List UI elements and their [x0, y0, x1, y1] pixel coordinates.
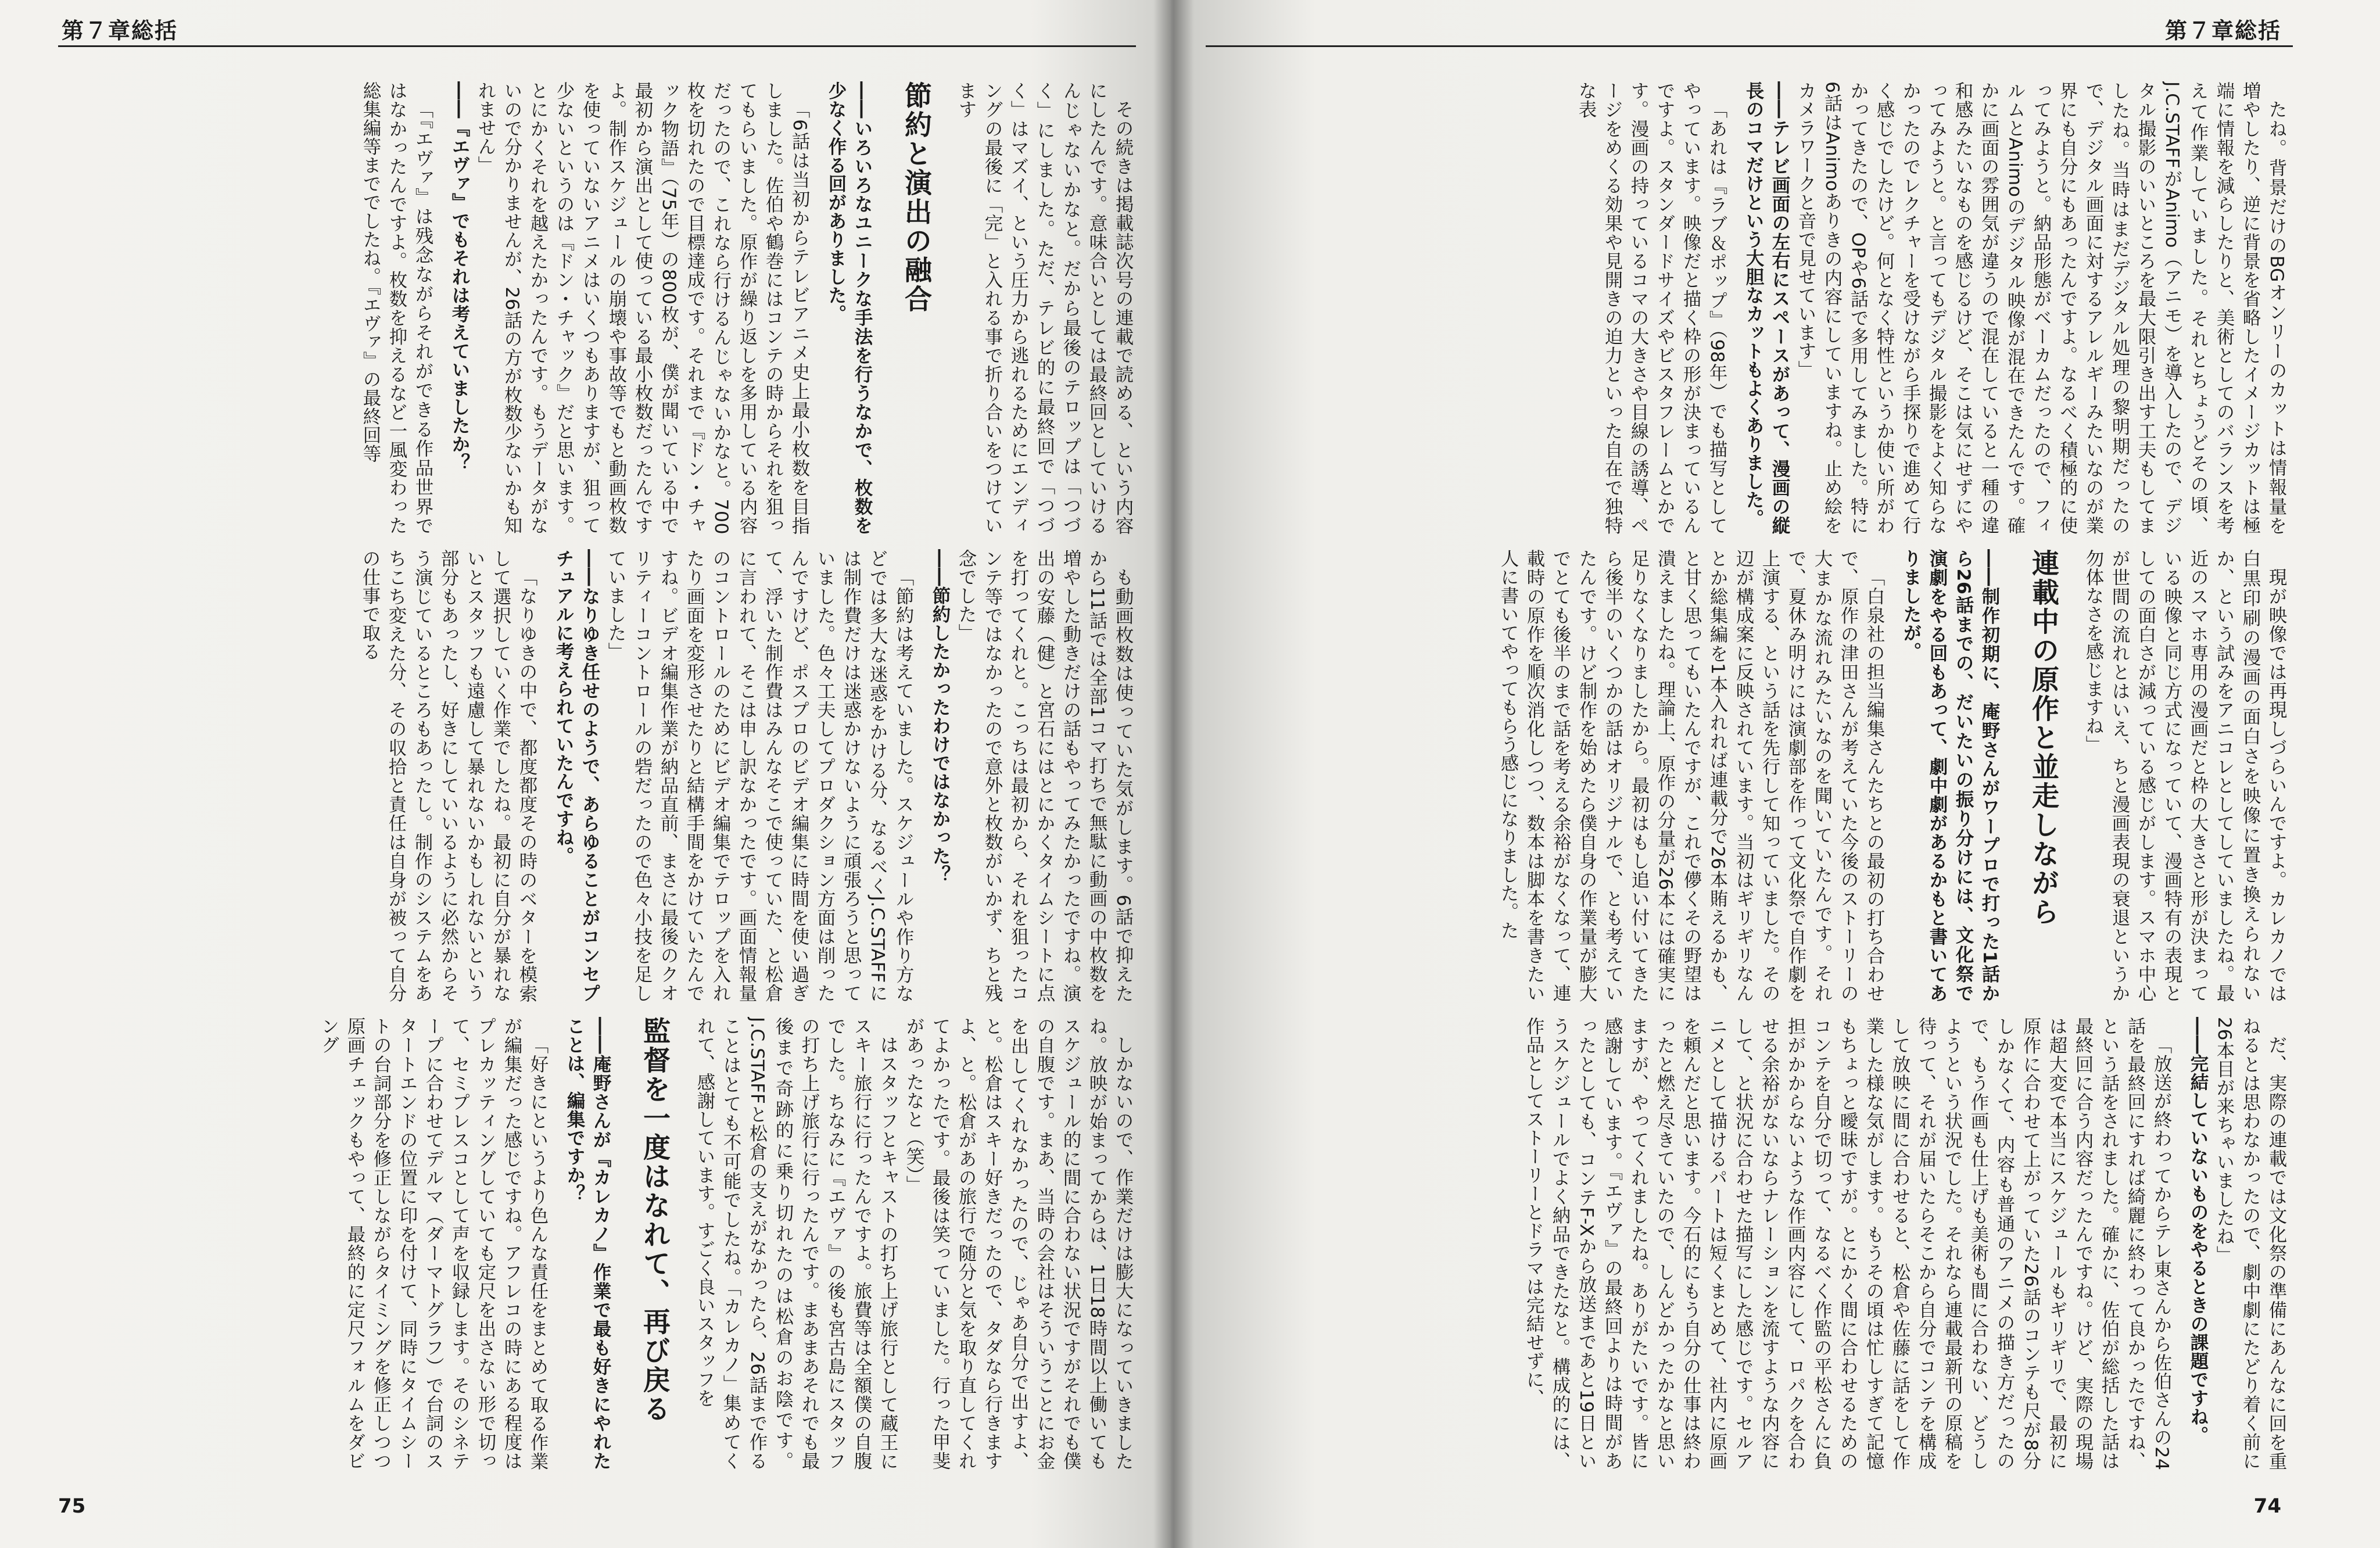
- interview-paragraph: 「『エヴァ』は残念ながらそれができる作品世界ではなかったんですよ。枚数を抑えるなど一風変わった総集編等まででしたね。『エヴァ』の最終回等: [360, 81, 433, 535]
- interview-question: ―― いろいろなユニークな手法を行うなかで、枚数を少なく作る回がありました。: [823, 81, 875, 535]
- interview-paragraph: 「6話は当初からテレビアニメ史上最小枚数を目指しました。佐伯や鶴巻にはコンテの時からそれを狙ってもらいました。原作が繰り返しを多用している内容だったので、これなら行けるんじゃないかなと。700枚を切れたので目標達成です。それまで『ドン・チャック物語』（75年）の800枚が、僕が聞いている中で最初から演出として使っている最小枚数だったんですよ。制作スケジュールの崩壊や事故等でもと動画枚数を使っていないアニメはいくつもありますが、狙って少ないというのは『ドン・チャック』だと思います。とにかくそれを越えたかったんです。もうデータがないので分かりませんが、26話の方が枚数少ないかも知れません」: [475, 81, 810, 535]
- section-heading: 連載中の原作と並走しながら: [2027, 549, 2059, 927]
- interview-question: ―― 節約したかったわけではなかった？: [927, 549, 953, 1002]
- interview-paragraph: 「あれは『ラブ＆ポップ』（98年）でも描写としてやっています。映像だと描く枠の形が決まっているんですよ。スタンダードサイズやビスタフレームとかです。漫画の持っているコマの大きさや目線の誘導、ページをめくる効果や見開きの迫力といった自在で独特な表: [1576, 81, 1727, 535]
- chapter-title-left: 第７章総括: [62, 17, 178, 44]
- interview-question: ―― 制作初期に、庵野さんがワープロで打った1話から26話までの、だいたいの振り分けには、文化祭で演劇をやる回もあって、劇中劇があるかもと書いてありましたが。: [1898, 549, 2002, 1002]
- page-number-left: 75: [58, 1495, 86, 1518]
- book-gutter-shadow: [1153, 0, 1194, 1548]
- interview-paragraph: 「好きにというより色んな責任をまとめて取る作業が編集だった感じですね。アフレコの時にある程度はプレカッティングしていても定尺を出さない形で切って、セミプレスコとして声を収録します。そのシネテープに合わせてデルマ（ダーマトグラフ）で台詞のスタートエンドの位置に印を付けて、同時にタイムシートの台詞部分を修正しながらタイミングを修正しつつ原画チェックもやって、最終的に定尺フォルムをダビング: [318, 1017, 549, 1470]
- section-heading: 節約と演出の融合: [900, 81, 932, 314]
- interview-question: ―― 『エヴァ』でもそれは考えていましたか？: [446, 81, 472, 535]
- interview-paragraph: も動画枚数は使っていた気がします。6話で抑えたから11話では全部1コマ打ちで無駄に動画の中枚数を増やした動きだけの話もやってみたかったですね。演出の安藤（健）と宮石にはとにかくタイムシートに点を打ってくれと。こっちは最初から、それを狙ったコンテ等ではなかったので意外と枚数がいかず、ちと残念でした」: [956, 549, 1134, 1002]
- left-tier-1: [58, 81, 1136, 535]
- interview-question: ―― なりゆき任せのようで、あらゆることがコンセプチュアルに考えられていたんですね。: [550, 549, 603, 1002]
- interview-paragraph: 現が映像では再現しづらいんですよ。カレカノでは白黒印刷の漫画の面白さを映像に置き換えられないか、という試みをアニコレとしてしていましたね。最近のスマホ専用の漫画だと枠の大きさと形が決まっている映像と同じ方式になっていて、漫画特有の表現としての面白さが減っている感じがします。スマホ中心が世間の流れとはいえ、ちと漫画表現の衰退というか勿体なさを感じますね」: [2083, 549, 2287, 1002]
- chapter-title-right: 第７章総括: [2164, 17, 2281, 44]
- left-tier-3: [58, 1017, 1136, 1470]
- interview-paragraph: 「白泉社の担当編集さんたちとの最初の打ち合わせで、原作の津田さんが考えていた今後のストーリーの大まかな流れみたいなのを聞いていたんです。それで、夏休み明けには演劇部を作って文化祭で自作劇を上演する、という話を先行して知っていました。その辺が構成案に反映されています。当初はギリギリなんとか総集編を1本入れれば連載分で26本賄えるかも、と甘く思ってもいたんですが、これで儚くその野望は潰えましたね。理論上、原作の分量が26本には確実に足りなくなりましたから。最初はもし追い付いてきたら後半のいくつかの話はオリジナルで、とも考えていたんです。けど制作を始めたら僕自身の作業量が膨大でとても後半のまで話を考える余裕がなくなって、連載時の原作を順次消化しつつ、数本は脚本を書きたい人に書いてやってもらう感じになりました。た: [1498, 549, 1885, 1002]
- header-rule-right: [1206, 45, 2293, 47]
- header-rule-left: [58, 45, 1136, 47]
- left-tier-2: [58, 549, 1136, 1002]
- interview-paragraph: はスタッフとキャストの打ち上げ旅行として蔵王にスキー旅行に行ったんですよ。旅費等は全額僕の自腹でした。ちなみに『エヴァ』の後も宮古島にスタッフの打ち上げ旅行に行ったんです。まあまあそれでも最後まで奇跡的に乗り切れたのは松倉のお陰です。J.C.STAFFと松倉の支えがなかったら、26話まで作ることはとても不可能でしたね。「カレカノ」集めてくれて、感謝しています。すごく良いスタッフを: [694, 1017, 898, 1470]
- right-tier-2: [1214, 549, 2289, 1002]
- right-tier-1: [1214, 81, 2289, 535]
- interview-paragraph: しかないので、作業だけは膨大になっていきましたね。放映が始まってからは、1日18時間以上働いてもスケジュール的に間に合わない状況ですがそれでも僕の自腹です。まあ、当時の会社はそういうことにお金を出してくれなかったので、じゃあ自分で出すよ、と。松倉はスキー好きだったので、タダなら行きますよ、と。松倉があの旅行で随分と気を取り直してくれてよかったです。最後は笑っていました。行った甲斐があったなと（笑）」: [904, 1017, 1134, 1470]
- interview-paragraph: 「放送が終わってからテレ東さんから佐伯さんの24話を最終回にすれば綺麗に終わって良かったですね、という話をされました。確かに、佐伯が総括した話は最終回に合う内容だったんですね。けど、実際の現場は超大変で本当にスケジュールもギリギリで、最初に原作に合わせて上がっていた26話のコンテも尺が8分しかなくて、内容も普通のアニメの描き方だったので、もう作画も仕上げも美術も間に合わない、どうしようという状況でした。それなら連載最新刊の原稿を待って、それが届いたらそこから自分でコンテを構成して放映に間に合わせると、松倉や佐藤に話をして作業した様な気がします。もうその頃は忙しすぎて記憶もちょっと曖昧ですが。とにかく間に合わせるためのコンテを自分で切って、なるべく作監の平松さんに負担がかからないような作画内容にして、ロパクを合わせる余裕がないならナレーションを流すような内容にして、と状況に合わせた描写にした感じです。セルアニメとして描けるパートは短くまとめて、社内に原画を頼んだと思います。今石的にもう自分の仕事は終わったと燃え尽きていたので、しんどかったかなと思いますが、やってくれましたね。ありがたいです。皆に感謝しています。『エヴァ』の最終回よりは時間があったとしても、コンテF-Xから放送まであと19日というスケジュールでよく納品できたなと。構成的には、作品としてストーリーとドラマは完結せずに、: [1524, 1017, 2172, 1470]
- interview-paragraph: 「なりゆきの中で、都度都度その時のベターを模索して選択していく作業でしたね。最初に自分が暴れないとスタッフも遠慮して暴れないかもしれないという部分もあったし、好きにしていいるように必然からそう演じているところもあったし。制作のシステムをあちこち変えた分、その収拾と責任は自身が被って自分の仕事で取る: [360, 549, 537, 1002]
- interview-question: ―― 完結していないものをやるときの課題ですね。: [2185, 1017, 2211, 1470]
- interview-question: ―― テレビ画面の左右にスペースがあって、漫画の縦長のコマだけという大胆なカットもよくありました。: [1740, 81, 1793, 535]
- interview-paragraph: だ、実際の連載では文化祭の準備にあんなに回を重ねるとは思わなかったので、劇中劇にたどり着く前に26本目が来ちゃいましたね」: [2214, 1017, 2287, 1470]
- interview-paragraph: その続きは掲載誌次号の連載で読める、という内容にしたんです。意味合いとしては最終回としていけるんじゃないかなと。だから最後のテロップは「つづく」にしました。ただ、テレビ的に最終回で「つづく」はマズイ、という圧力から逃れるためにエンディングの最後に「完」と入れる事で折り合いをつけています: [956, 81, 1134, 535]
- right-tier-3: [1214, 1017, 2289, 1470]
- page-number-right: 74: [2253, 1495, 2281, 1518]
- section-heading: 監督を一度はなれて、再び戻る: [639, 1017, 671, 1424]
- left-page: [0, 0, 1171, 1548]
- interview-paragraph: 「節約は考えていました。スケジュールや作り方などでは多大な迷惑をかける分、なるべくJ.C.STAFFには制作費だけは迷惑かけないように頑張ろうと思っていました。色々工夫してプロダクション方面は削ったんですけど、ポスプロのビデオ編集に時間を使い過ぎて、浮いた制作費はみんなそこで使っていた、と松倉に言われて、そこは申し訳なかったです。画面情報量のコントロールのためにビデオ編集でテロップを入れたり画面を変形させたりと結構手間をかけていたんですね。ビデオ編集作業が納品直前、まさに最後のクオリティーコントロールの砦だったので色々小技を足していました」: [605, 549, 914, 1002]
- right-page: [1171, 0, 2380, 1548]
- interview-question: ―― 庵野さんが『カレカノ』作業で最も好きにやれたことは、編集ですか？: [561, 1017, 614, 1470]
- interview-paragraph: たね。背景だけのBGオンリーのカットは情報量を増やしたり、逆に背景を省略したイメージカットは極端に情報を減らしたりと、美術としてのバランスを考えて作業していました。それとちょうどその頃、J.C.STAFFがAnimo（アニモ）を導入したので、デジタル撮影のいいところを最大限引き出す工夫もしてましたね。当時はまだデジタル処理の黎明期だったので、デジタル画面に対するアレルギーみたいなのが業界にも自分にもあったんですよ。なるべく積極的に使ってみようと。納品形態がベーカムだったので、フィルムとAnimoのデジタル映像が混在できたんです。確かに画面の雰囲気が違うので混在していると一種の違和感みたいなものを感じるけど、そこは気にせずにやってみようと。と言ってもデジタル撮影をよく知らなかったのでレクチャーを受けながら手探りで進めて行く感じでしたけど。何となく特性というか使い所がわかってきたので、OPや6話で多用してみました。特に6話はAnimoありきの内容にしていますね。止め絵をカメラワークと音で見せています」: [1795, 81, 2287, 535]
